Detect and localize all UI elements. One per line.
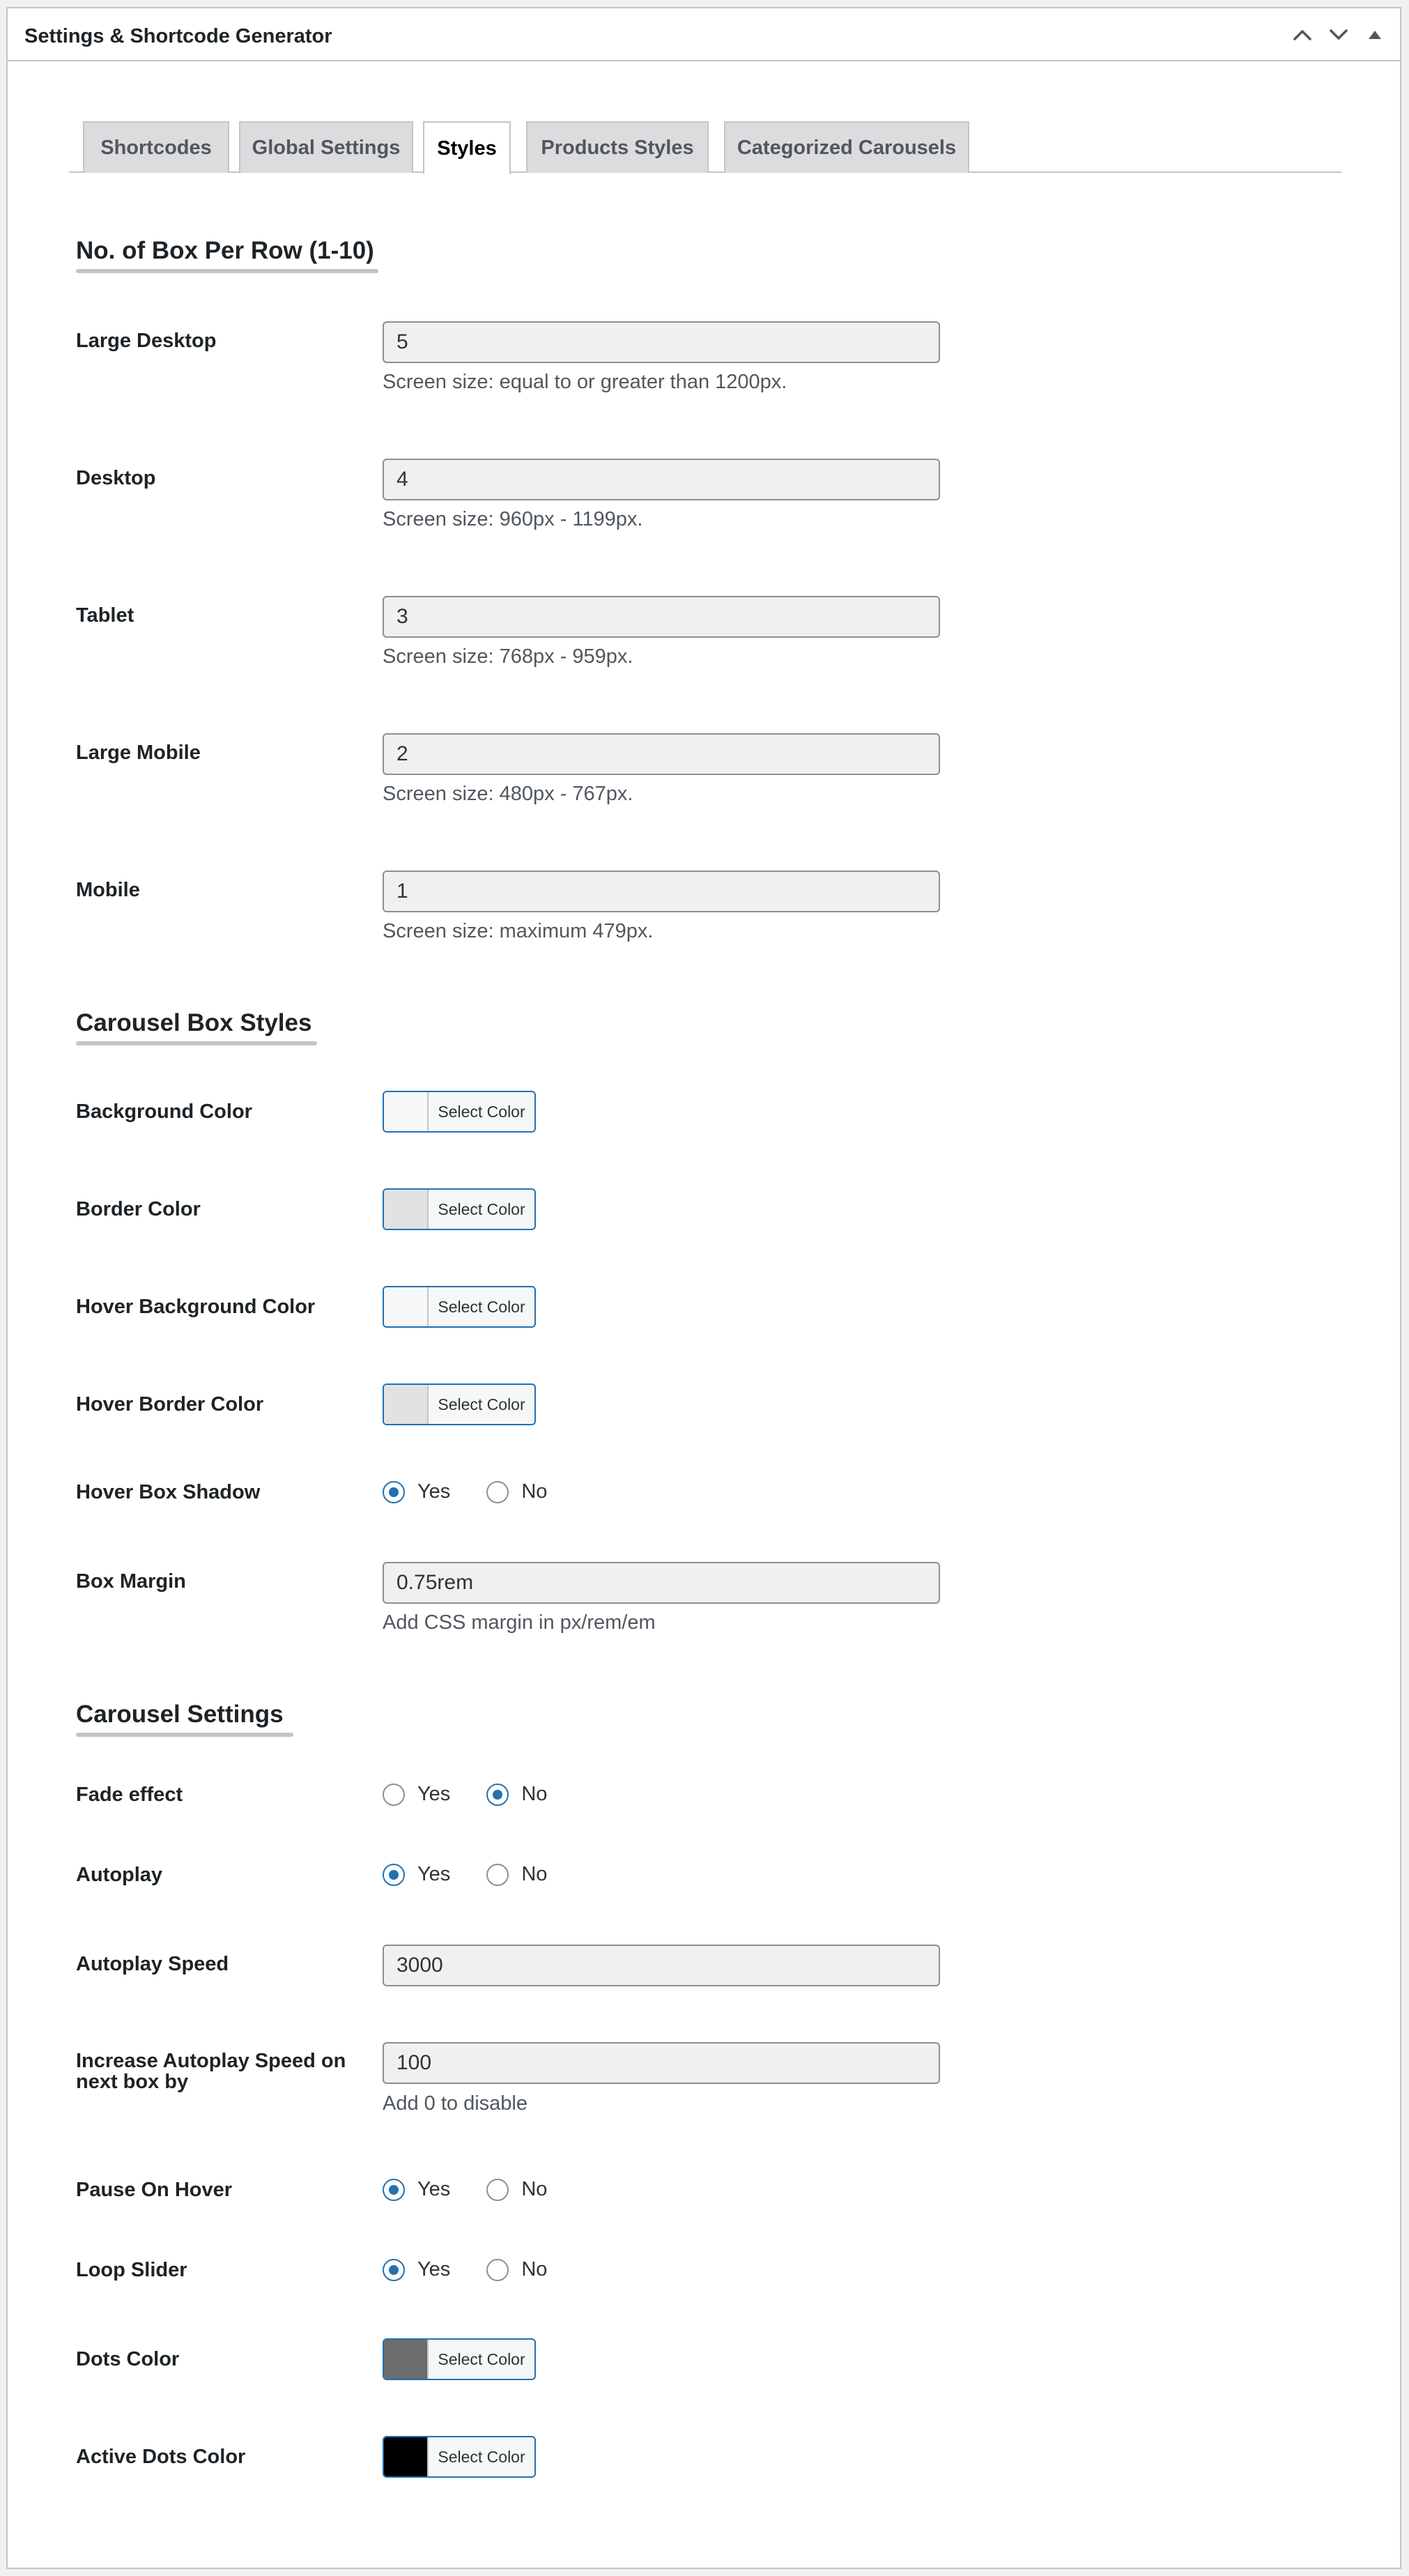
radio-label: Yes — [417, 1863, 451, 1885]
hover-box-shadow-radio-group — [383, 1480, 583, 1503]
settings-tabs — [69, 113, 1341, 173]
pause-on-hover-no-option[interactable] — [486, 2178, 547, 2201]
autoplay-label: Autoplay — [76, 1864, 163, 1886]
large-mobile-label: Large Mobile — [76, 742, 201, 764]
tab-global-settings[interactable]: Global Settings — [239, 121, 413, 173]
hover-background-color-label: Hover Background Color — [76, 1296, 316, 1318]
autoplay-no-option[interactable] — [486, 1863, 547, 1886]
mobile-description: Screen size: maximum 479px. — [383, 920, 654, 942]
select-color-label: Select Color — [438, 2349, 525, 2368]
color-swatch — [384, 2340, 429, 2379]
box-margin-label: Box Margin — [76, 1570, 186, 1593]
tab-styles[interactable]: Styles — [423, 121, 511, 174]
color-swatch — [384, 2437, 429, 2476]
section-underline — [76, 269, 378, 273]
color-swatch — [384, 1287, 429, 1326]
radio-label: No — [521, 1863, 548, 1885]
active-dots-color-label: Active Dots Color — [76, 2446, 246, 2468]
tablet-input[interactable] — [383, 596, 940, 638]
section-underline — [76, 1733, 293, 1737]
large-desktop-label: Large Desktop — [76, 330, 217, 352]
fade-effect-yes-option[interactable] — [383, 1783, 450, 1806]
box-margin-description: Add CSS margin in px/rem/em — [383, 1611, 656, 1634]
hover-background-color-picker[interactable] — [383, 1286, 536, 1328]
large-desktop-input[interactable] — [383, 321, 940, 363]
background-color-label: Background Color — [76, 1101, 252, 1123]
increase-autoplay-speed-description: Add 0 to disable — [383, 2092, 528, 2115]
fade-effect-no-option[interactable] — [486, 1783, 547, 1806]
radio-button[interactable] — [383, 1481, 405, 1503]
large-mobile-input[interactable] — [383, 733, 940, 775]
postbox-title: Settings & Shortcode Generator — [24, 25, 332, 47]
radio-label: Yes — [417, 2258, 451, 2280]
dots-color-picker[interactable] — [383, 2338, 536, 2380]
chevron-up-icon[interactable] — [1288, 21, 1316, 49]
fade-effect-radio-group — [383, 1783, 583, 1806]
select-color-label: Select Color — [438, 2447, 525, 2466]
mobile-input[interactable] — [383, 871, 940, 912]
increase-autoplay-speed-input[interactable] — [383, 2042, 940, 2084]
settings-postbox — [6, 7, 1401, 2569]
color-swatch — [384, 1385, 429, 1424]
select-color-label: Select Color — [438, 1102, 525, 1121]
pause-on-hover-radio-group — [383, 2178, 583, 2201]
large-desktop-description: Screen size: equal to or greater than 1200px. — [383, 371, 787, 393]
radio-label: No — [521, 1480, 548, 1503]
increase-autoplay-speed-label: Increase Autoplay Speed on next box by — [76, 2050, 346, 2093]
desktop-label: Desktop — [76, 467, 156, 489]
desktop-description: Screen size: 960px - 1199px. — [383, 508, 643, 530]
border-color-picker[interactable] — [383, 1188, 536, 1230]
tab-shortcodes[interactable]: Shortcodes — [83, 121, 229, 173]
radio-button[interactable] — [383, 1864, 405, 1886]
hover-border-color-picker[interactable] — [383, 1383, 536, 1425]
loop-slider-label: Loop Slider — [76, 2259, 187, 2281]
mobile-label: Mobile — [76, 879, 140, 901]
postbox-header — [8, 8, 1400, 61]
autoplay-speed-input[interactable] — [383, 1945, 940, 1986]
radio-label: Yes — [417, 1783, 451, 1805]
radio-button[interactable] — [486, 2179, 509, 2201]
radio-button[interactable] — [383, 1784, 405, 1806]
radio-button[interactable] — [486, 1864, 509, 1886]
large-mobile-description: Screen size: 480px - 767px. — [383, 783, 633, 805]
radio-label: Yes — [417, 2178, 451, 2200]
tablet-description: Screen size: 768px - 959px. — [383, 645, 633, 668]
hover-box-shadow-label: Hover Box Shadow — [76, 1481, 261, 1503]
hover-box-shadow-yes-option[interactable] — [383, 1480, 450, 1503]
pause-on-hover-yes-option[interactable] — [383, 2178, 450, 2201]
radio-button[interactable] — [486, 2259, 509, 2281]
radio-button[interactable] — [486, 1784, 509, 1806]
radio-button[interactable] — [383, 2179, 405, 2201]
loop-slider-radio-group — [383, 2258, 583, 2281]
select-color-label: Select Color — [438, 1395, 525, 1413]
pause-on-hover-label: Pause On Hover — [76, 2179, 233, 2201]
active-dots-color-picker[interactable] — [383, 2436, 536, 2478]
triangle-up-icon[interactable] — [1361, 21, 1389, 49]
fade-effect-label: Fade effect — [76, 1784, 183, 1806]
radio-label: No — [521, 2178, 548, 2200]
autoplay-yes-option[interactable] — [383, 1863, 450, 1886]
loop-slider-no-option[interactable] — [486, 2258, 547, 2281]
select-color-label: Select Color — [438, 1297, 525, 1316]
radio-label: No — [521, 2258, 548, 2280]
select-color-label: Select Color — [438, 1199, 525, 1218]
box-margin-input[interactable] — [383, 1562, 940, 1604]
tab-categorized-carousels[interactable]: Categorized Carousels — [724, 121, 969, 173]
background-color-picker[interactable] — [383, 1091, 536, 1133]
color-swatch — [384, 1190, 429, 1229]
loop-slider-yes-option[interactable] — [383, 2258, 450, 2281]
section-title-carousel-settings: Carousel Settings — [76, 1701, 284, 1728]
desktop-input[interactable] — [383, 459, 940, 500]
radio-button[interactable] — [383, 2259, 405, 2281]
chevron-down-icon[interactable] — [1325, 21, 1353, 49]
radio-label: No — [521, 1783, 548, 1805]
tablet-label: Tablet — [76, 604, 134, 627]
section-title-boxes-per-row: No. of Box Per Row (1-10) — [76, 237, 374, 264]
autoplay-speed-label: Autoplay Speed — [76, 1953, 229, 1975]
hover-border-color-label: Hover Border Color — [76, 1393, 264, 1416]
radio-button[interactable] — [486, 1481, 509, 1503]
tab-products-styles[interactable]: Products Styles — [526, 121, 709, 173]
radio-label: Yes — [417, 1480, 451, 1503]
border-color-label: Border Color — [76, 1198, 201, 1220]
dots-color-label: Dots Color — [76, 2348, 180, 2370]
autoplay-radio-group — [383, 1863, 583, 1886]
section-underline — [76, 1041, 317, 1045]
hover-box-shadow-no-option[interactable] — [486, 1480, 547, 1503]
color-swatch — [384, 1092, 429, 1131]
section-title-carousel-box-styles: Carousel Box Styles — [76, 1009, 312, 1036]
